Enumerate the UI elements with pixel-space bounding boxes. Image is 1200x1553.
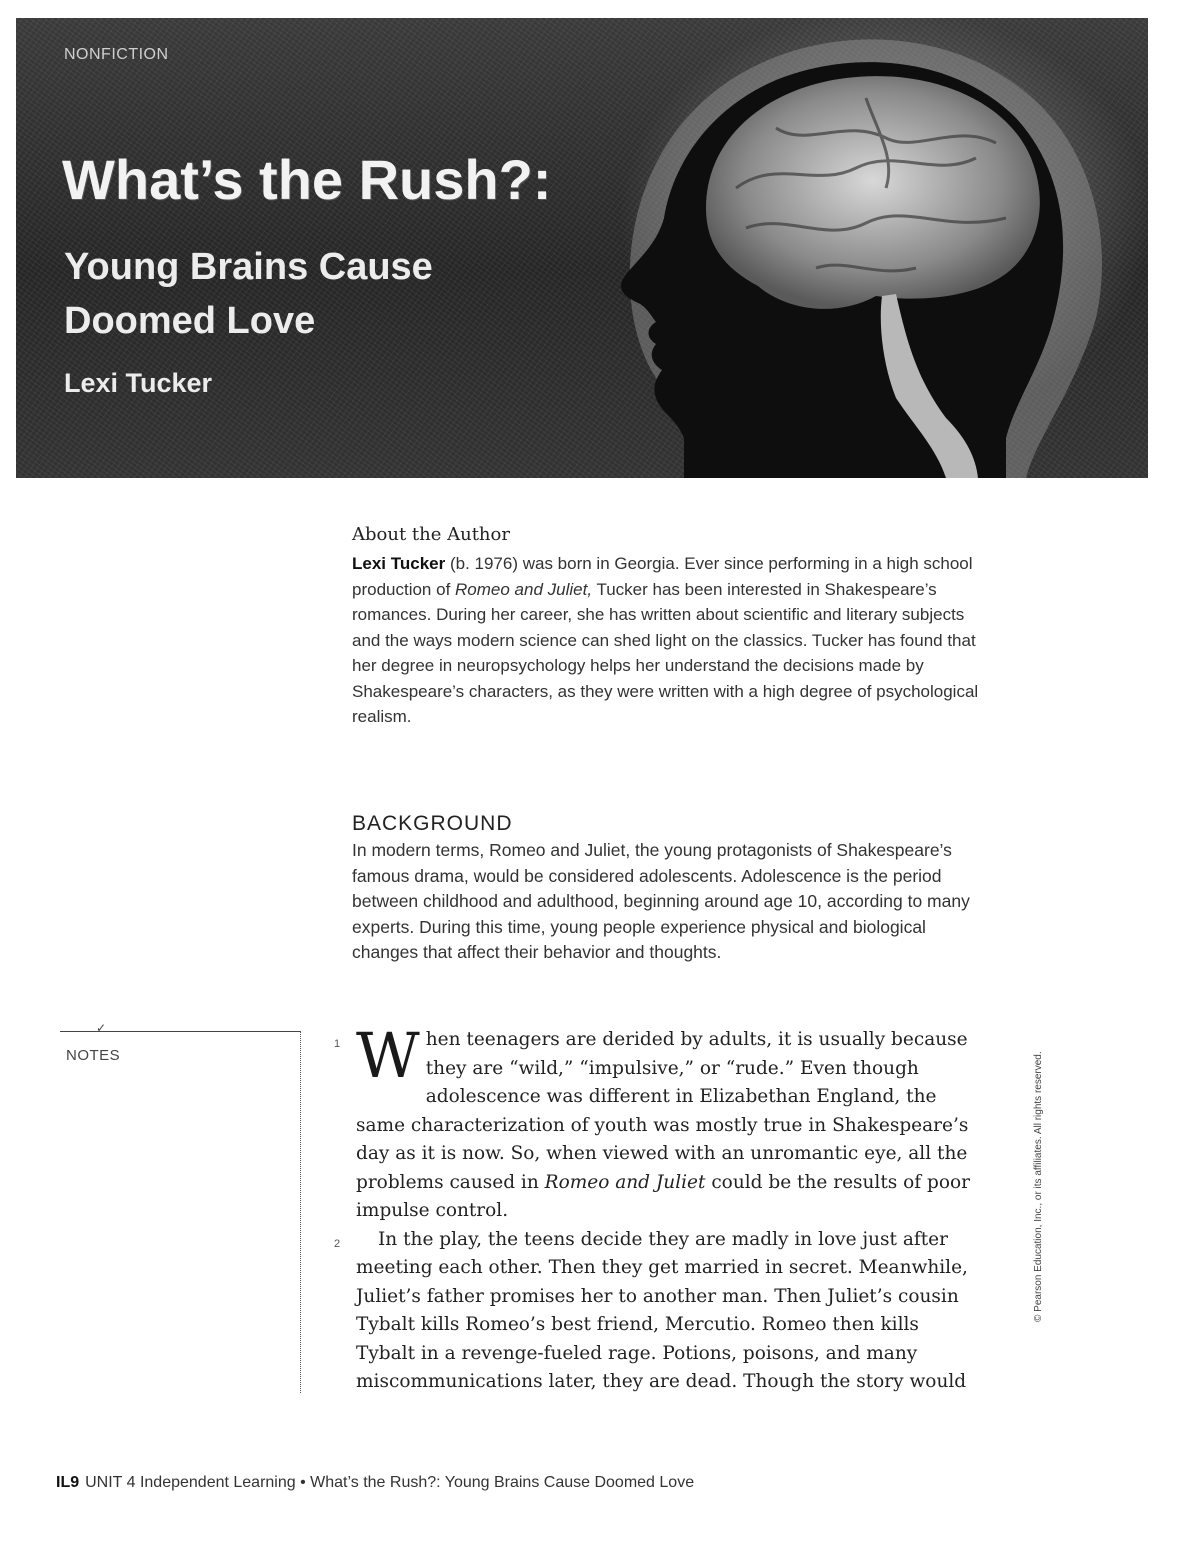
notes-check-icon: ✓ xyxy=(96,1021,107,1035)
background-text: In modern terms, Romeo and Juliet, the young protagonists of Shakespeare’s famous drama, would be considered adolescents. Adolescence is the period between childhood and adulthood, beginning around age 10, according to many experts. During this time, young people experience physical and biological changes that affect their behavior and thoughts. xyxy=(352,840,970,962)
author-name: Lexi Tucker xyxy=(352,554,446,573)
paragraph-1-text-a: hen teenagers are derided by adults, it is usually because they are “wild,” “impulsive,” or “rude.” Even though adolescence was different in Elizabethan England, the same characterization of youth was mostly true in Shakespeare’s day as it is now. So, when viewed with an unromantic eye, all the problems caused in xyxy=(356,1029,969,1193)
paragraph-number-2: 2 xyxy=(334,1237,341,1250)
notes-sidebar xyxy=(60,1021,302,1397)
paragraph-1-work-title: Romeo and Juliet xyxy=(544,1171,706,1193)
background-heading: BACKGROUND xyxy=(352,812,513,835)
page-footer xyxy=(56,1474,694,1492)
hero-banner xyxy=(16,18,1148,478)
background-section xyxy=(352,812,992,966)
page-number: IL9 xyxy=(56,1474,80,1491)
footer-text: UNIT 4 Independent Learning • What’s the Rush?: Young Brains Cause Doomed Love xyxy=(85,1474,695,1491)
copyright-notice: © Pearson Education, Inc., or its affiliates. All rights reserved. xyxy=(1033,1051,1044,1322)
genre-label: NONFICTION xyxy=(64,46,169,63)
notes-divider xyxy=(300,1031,301,1393)
paragraph-2-text: In the play, the teens decide they are madly in love just after meeting each other. Then they get married in secret. Meanwhile, Juliet’s father promises her to another man. Then Juliet’s cousin Tybalt kills Romeo’s best friend, Mercutio. Romeo then kills Tybalt in a revenge-fueled rage. Potions, poisons, and many miscommunications later, they are dead. Though the story would xyxy=(356,1228,968,1392)
paragraph-1-text-b: could be the results of poor impulse control. xyxy=(356,1171,970,1221)
work-title: Romeo and Juliet, xyxy=(455,579,593,599)
article-subtitle: Young Brains Cause Doomed Love xyxy=(64,246,433,342)
about-the-author xyxy=(352,524,992,730)
about-text xyxy=(352,551,992,730)
paragraph-2 xyxy=(334,1226,974,1397)
notes-label: NOTES xyxy=(66,1047,121,1064)
paragraph-number-1: 1 xyxy=(334,1038,341,1050)
about-heading: About the Author xyxy=(352,524,510,545)
article-body xyxy=(334,1019,974,1397)
about-text-part-1: (b. 1976) was born in Georgia. Ever since performing in a high school production of xyxy=(352,554,973,599)
paragraph-1 xyxy=(334,1019,974,1226)
article-author: Lexi Tucker xyxy=(64,368,213,398)
article-title: What’s the Rush?: xyxy=(62,148,552,211)
about-text-part-2: Tucker has been interested in Shakespeare’s romances. During her career, she has written about scientific and literary subjects and the ways modern science can shed light on the classics. Tucker has found that her degree in neuropsychology helps her understand the decisions made by Shakespeare’s characters, as they were written with a high degree of psychological realism. xyxy=(352,579,979,726)
drop-cap: W xyxy=(356,1019,420,1092)
